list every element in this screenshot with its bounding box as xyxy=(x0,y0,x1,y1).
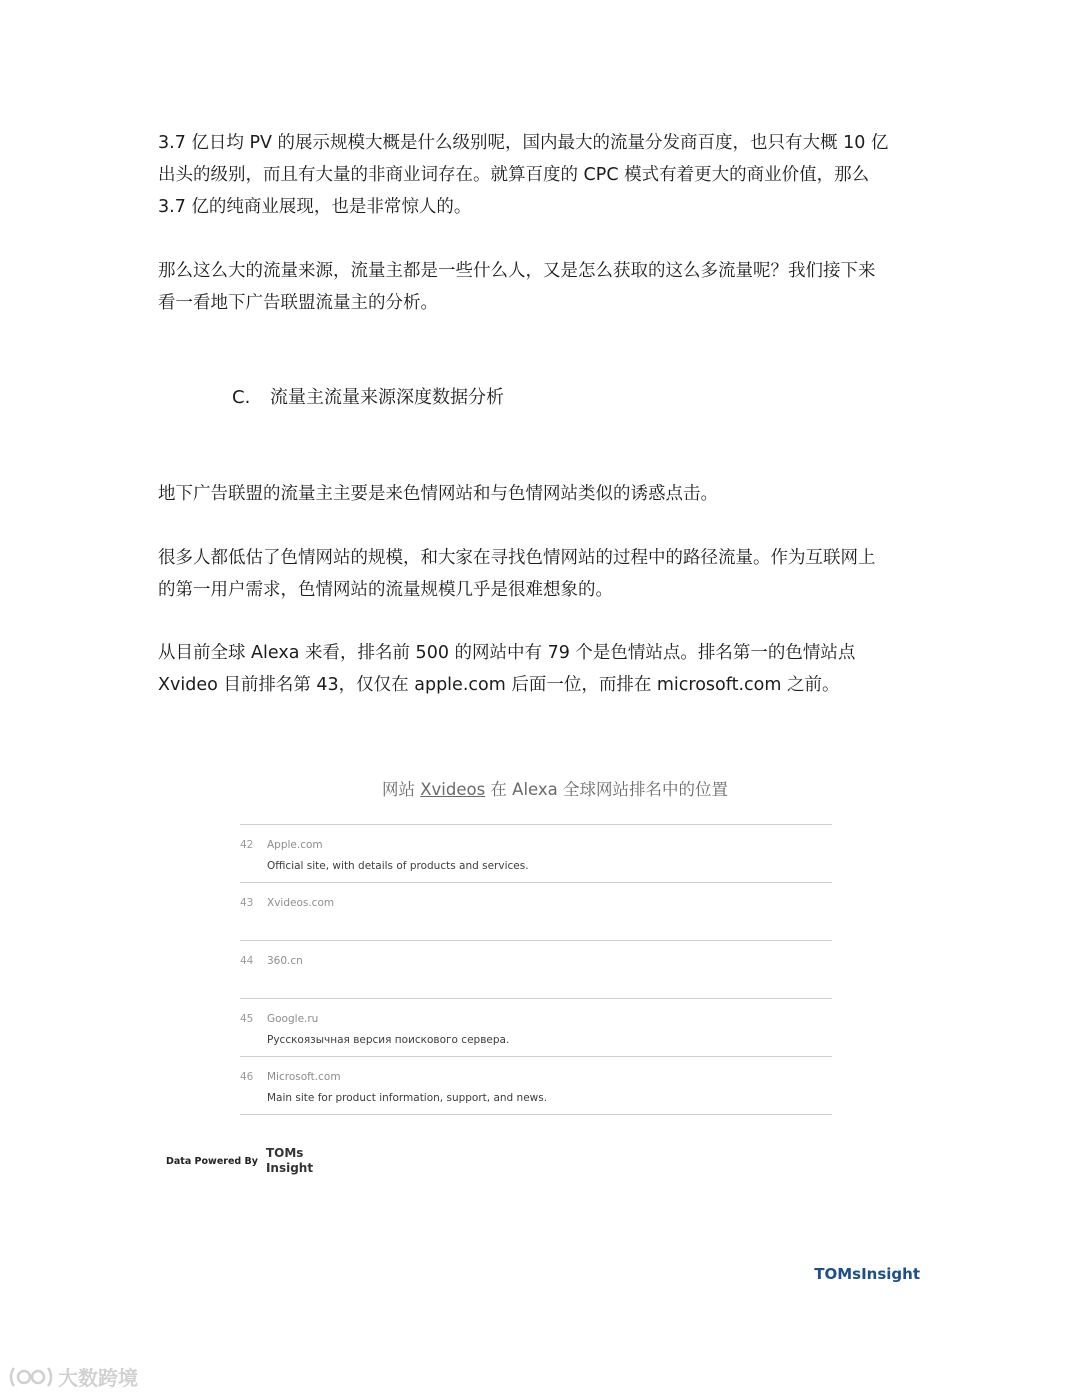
paragraph-underestimated xyxy=(158,542,928,606)
rank-number: 42 xyxy=(240,839,254,851)
rank-description: Русскоязычная версия поискового сервера. xyxy=(267,1034,510,1046)
watermark-text: 大数跨境 xyxy=(58,1366,138,1390)
watermark xyxy=(8,1362,138,1391)
paragraph-line: 很多人都低估了色情网站的规模，和大家在寻找色情网站的过程中的路径流量。作为互联网上 xyxy=(158,548,876,568)
rank-row xyxy=(240,825,832,883)
rank-site: Google.ru xyxy=(267,1013,319,1025)
section-letter: C. xyxy=(232,387,251,408)
footer-brand-logo: TOMsInsight xyxy=(814,1265,920,1283)
powered-by-label: Data Powered By xyxy=(166,1155,258,1167)
rank-site: Microsoft.com xyxy=(267,1071,341,1083)
paragraph-traffic-source xyxy=(158,255,928,319)
rank-row xyxy=(240,1057,832,1115)
rank-number: 46 xyxy=(240,1071,254,1083)
rank-description: Official site, with details of products and services. xyxy=(267,860,529,872)
rank-number: 44 xyxy=(240,955,254,967)
paragraph-alexa xyxy=(158,637,928,701)
paragraph-pv-scale xyxy=(158,127,928,223)
section-heading xyxy=(232,382,504,414)
watermark-logo-icon xyxy=(8,1365,54,1389)
paragraph-line: 3.7 亿的纯商业展现，也是非常惊人的。 xyxy=(158,197,472,217)
rank-row xyxy=(240,883,832,941)
rank-site: 360.cn xyxy=(267,955,303,967)
figure-title-prefix: 网站 xyxy=(381,780,421,799)
figure-title-suffix: 在 Alexa 全球网站排名中的位置 xyxy=(485,780,729,799)
figure-title xyxy=(240,776,870,800)
paragraph-line: 地下广告联盟的流量主主要是来色情网站和与色情网站类似的诱惑点击。 xyxy=(158,484,718,504)
rank-site: Xvideos.com xyxy=(267,897,335,909)
figure-title-highlight: Xvideos xyxy=(420,780,486,799)
section-title: 流量主流量来源深度数据分析 xyxy=(270,387,504,408)
rank-number: 45 xyxy=(240,1013,254,1025)
paragraph-line: 3.7 亿日均 PV 的展示规模大概是什么级别呢，国内最大的流量分发商百度，也只有大概 10 亿 xyxy=(158,133,889,153)
rank-number: 43 xyxy=(240,897,254,909)
paragraph-line: 看一看地下广告联盟流量主的分析。 xyxy=(158,293,438,313)
paragraph-line: 那么这么大的流量来源，流量主都是一些什么人，又是怎么获取的这么多流量呢？我们接下来 xyxy=(158,261,876,281)
rank-row xyxy=(240,999,832,1057)
rank-row xyxy=(240,941,832,999)
rank-site: Apple.com xyxy=(267,839,323,851)
powered-by-logo xyxy=(266,1146,313,1176)
data-powered-by xyxy=(166,1146,313,1176)
rank-description: Main site for product information, support, and news. xyxy=(267,1092,548,1104)
powered-brand-line: TOMs xyxy=(265,1146,304,1160)
paragraph-traffic-owners xyxy=(158,478,928,510)
paragraph-line: Xvideo 目前排名第 43，仅仅在 apple.com 后面一位，而排在 microsoft.com 之前。 xyxy=(158,675,840,695)
paragraph-line: 从目前全球 Alexa 来看，排名前 500 的网站中有 79 个是色情站点。排名第一的色情站点 xyxy=(158,643,856,663)
paragraph-line: 的第一用户需求，色情网站的流量规模几乎是很难想象的。 xyxy=(158,580,613,600)
powered-brand-line: Insight xyxy=(265,1161,314,1175)
paragraph-line: 出头的级别，而且有大量的非商业词存在。就算百度的 CPC 模式有着更大的商业价值，那么 xyxy=(158,165,870,185)
alexa-rank-list xyxy=(240,824,832,1115)
